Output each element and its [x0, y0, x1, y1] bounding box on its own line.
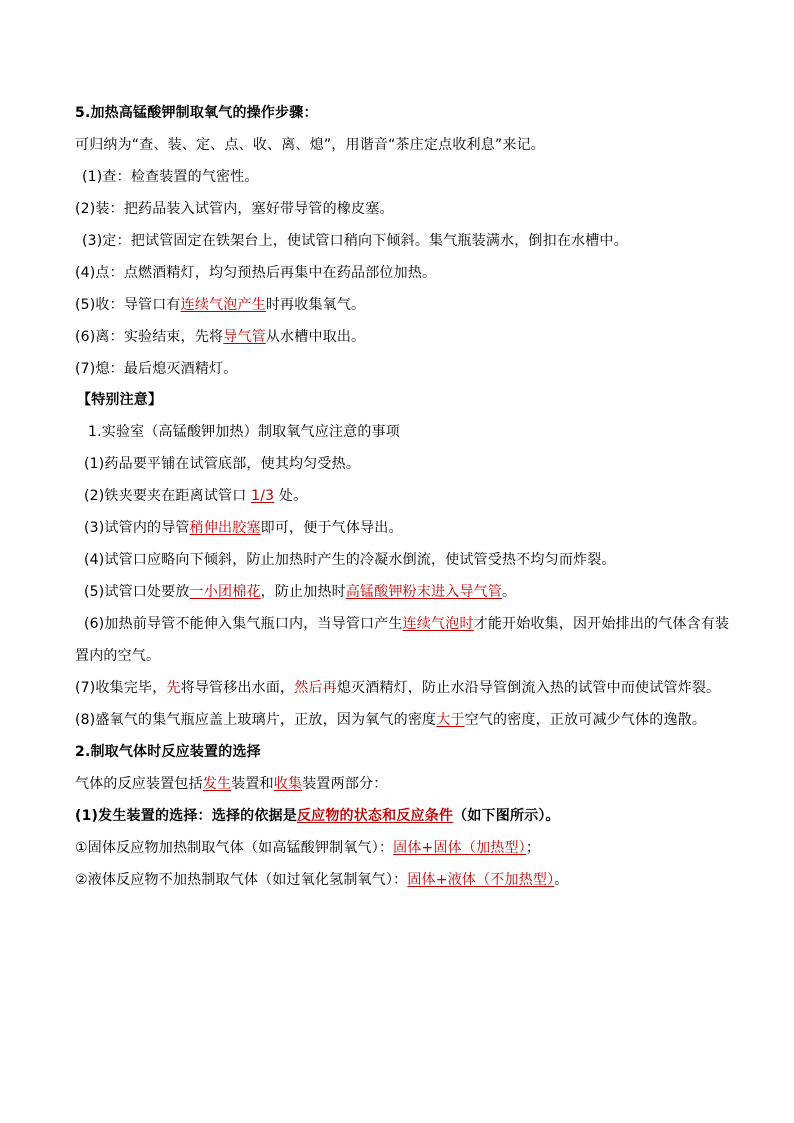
- generator-selection: [75, 807, 560, 825]
- generator-selection-text-end: （如下图所示）。: [453, 808, 560, 824]
- case-1-answer: 固体+固体（加热型）: [393, 840, 526, 856]
- section-2-title: 2.制取气体时反应装置的选择: [75, 744, 261, 760]
- notice-item-7-text-mid: 将导管移出水面，: [180, 680, 295, 696]
- notice-item-3-text-end: 即可，便于气体导出。: [260, 520, 403, 536]
- step-5-answer: 连续气泡产生: [180, 297, 266, 313]
- section-2-intro-answer-2: 收集: [273, 776, 303, 792]
- step-2: (2)装：把药品装入试管内，塞好带导管的橡皮塞。: [75, 201, 394, 217]
- notice-item-8-text: (8)盛氧气的集气瓶应盖上玻璃片，正放，因为氧气的密度: [75, 712, 437, 728]
- section-2-intro-text-end: 装置两部分：: [302, 776, 388, 792]
- notice-item-7-then: 然后再: [294, 680, 337, 696]
- notice-item-6: [84, 615, 729, 633]
- notice-item-2: [84, 487, 307, 505]
- step-6-text: (6)离：实验结束，先将: [75, 329, 224, 345]
- notice-item-5-answer-2: 高锰酸钾粉末进入导气管: [345, 584, 503, 600]
- notice-item-6-answer: 连续气泡时: [402, 616, 474, 632]
- section-5-title: 5.加热高锰酸钾制取氧气的操作步骤：: [75, 105, 318, 121]
- step-3: (3)定：把试管固定在铁架台上，使试管口稍向下倾斜。集气瓶装满水，倒扣在水槽中。: [82, 233, 628, 249]
- section-5-intro: 可归纳为“查、装、定、点、收、离、熄”，用谐音“茶庄定点收利息”来记。: [75, 137, 546, 153]
- notice-heading: 【特别注意】: [77, 392, 163, 408]
- notice-item-7: [75, 679, 720, 697]
- section-2-intro: [75, 775, 387, 793]
- section-2-intro-text-mid: 装置和: [231, 776, 274, 792]
- generator-selection-answer: 反应物的状态和反应条件: [296, 808, 454, 824]
- notice-item-7-first: 先: [166, 680, 181, 696]
- notice-item-5-text: (5)试管口处要放: [84, 584, 190, 600]
- notice-item-5: [84, 583, 516, 601]
- notice-item-2-answer: 1/3: [251, 488, 275, 504]
- step-1: (1)查：检查装置的气密性。: [82, 169, 259, 185]
- notice-item-5-text-end: 。: [502, 584, 517, 600]
- step-6-answer: 导气管: [223, 329, 266, 345]
- notice-item-3-text: (3)试管内的导管: [84, 520, 190, 536]
- step-5: [75, 296, 365, 314]
- step-6-text-end: 从水槽中取出。: [265, 329, 366, 345]
- notice-item-3-answer: 稍伸出胶塞: [189, 520, 261, 536]
- notice-item-6-text: (6)加热前导管不能伸入集气瓶口内，当导管口产生: [84, 616, 403, 632]
- step-7: (7)熄：最后熄灭酒精灯。: [75, 361, 238, 377]
- case-1-text-end: ；: [525, 840, 541, 856]
- case-1-text: ①固体反应物加热制取气体（如高锰酸钾制氧气）：: [75, 840, 394, 856]
- notice-item-8: [75, 711, 706, 729]
- generator-selection-text: (1)发生装置的选择：选择的依据是: [75, 808, 297, 824]
- case-2-text: ②液体反应物不加热制取气体（如过氧化氢制氧气）：: [75, 872, 408, 888]
- notice-item-3: [84, 519, 403, 537]
- notice-item-8-text-end: 空气的密度，正放可减少气体的逸散。: [464, 712, 707, 728]
- notice-item-6-text-end: 才能开始收集，因开始排出的气体含有装: [473, 616, 730, 632]
- notice-item-6-continued: 置内的空气。: [75, 648, 161, 664]
- notice-item-8-answer: 大于: [436, 712, 465, 728]
- case-2-answer: 固体+液体（不加热型）: [407, 872, 555, 888]
- notice-item-5-answer-1: 一小团棉花: [189, 584, 261, 600]
- step-5-text-end: 时再收集氧气。: [265, 297, 366, 313]
- notice-item-7-text-end: 熄灭酒精灯，防止水沿导管倒流入热的试管中而使试管炸裂。: [336, 680, 721, 696]
- notice-item-7-text: (7)收集完毕，: [75, 680, 167, 696]
- step-6: [75, 328, 365, 346]
- section-2-intro-answer-1: 发生: [202, 776, 232, 792]
- notice-item-2-text: (2)铁夹要夹在距离试管口: [84, 488, 252, 504]
- case-1: [75, 839, 540, 857]
- notice-item-4: (4)试管口应略向下倾斜，防止加热时产生的冷凝水倒流，使试管受热不均匀而炸裂。: [84, 552, 616, 568]
- step-4: (4)点：点燃酒精灯，均匀预热后再集中在药品部位加热。: [75, 265, 437, 281]
- case-2-text-end: 。: [554, 872, 569, 888]
- case-2: [75, 871, 569, 889]
- section-2-intro-text: 气体的反应装置包括: [75, 776, 203, 792]
- notice-item-5-text-mid: ，防止加热时: [260, 584, 346, 600]
- notice-item-1: (1)药品要平铺在试管底部，使其均匀受热。: [84, 456, 361, 472]
- notice-item-2-text-end: 处。: [274, 488, 308, 504]
- notice-subtitle: 1.实验室（高锰酸钾加热）制取氧气应注意的事项: [88, 424, 400, 440]
- step-5-text: (5)收：导管口有: [75, 297, 181, 313]
